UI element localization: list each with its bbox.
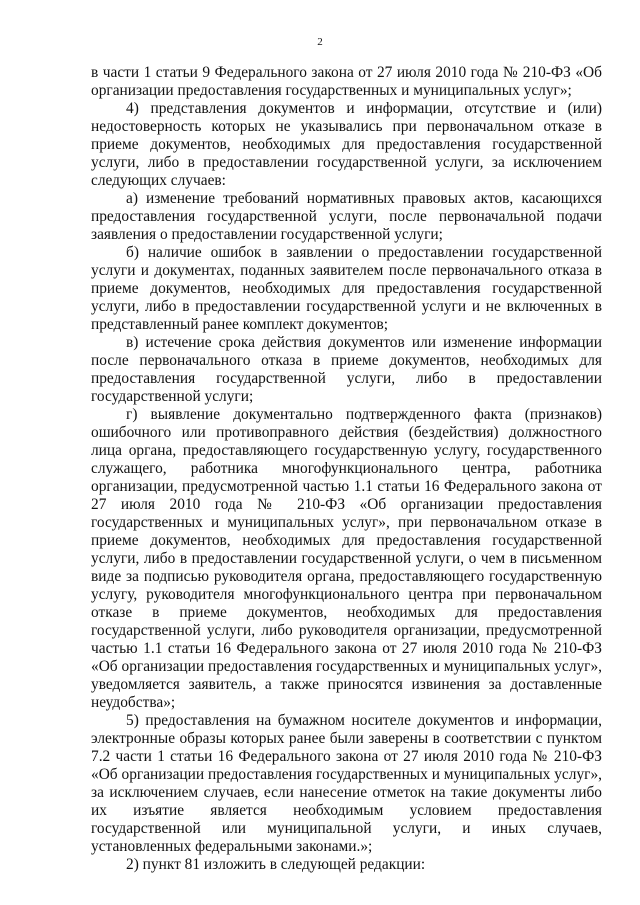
page-number: 2 <box>317 36 323 48</box>
paragraph-subitem-v: в) истечение срока действия документов или изменение информации после первоначального отказа в приеме документов, необходимых для предоставления государственной услуги, либо в предоставлении государственной услуги; <box>91 334 602 405</box>
paragraph-continuation: в части 1 статьи 9 Федерального закона от 27 июля 2010 года № 210-ФЗ «Об организации предоставления государственных и муниципальных услуг»; <box>91 64 602 99</box>
paragraph-subitem-b: б) наличие ошибок в заявлении о предоставлении государственной услуги и документах, поданных заявителем после первоначального отказа в приеме документов, необходимых для предоставления государственной услуги, либо в предоставлении государственной услуги и не включенных в представленный ранее комплект документов; <box>91 244 602 333</box>
paragraph-subitem-a: а) изменение требований нормативных правовых актов, касающихся предоставления государственной услуги, после первоначальной подачи заявления о предоставлении государственной услуги; <box>91 190 602 243</box>
paragraph-point-81: 2) пункт 81 изложить в следующей редакции: <box>126 856 426 873</box>
paragraph-item-5: 5) предоставления на бумажном носителе документов и информации, электронные образы которых ранее были заверены в соответствии с пунктом 7.2 части 1 статьи 16 Федерального закона от 27 июля 2010 года № 210-ФЗ «Об организации предоставления государственных и муниципальных услуг», за исключением случаев, если нанесение отметок на такие документы либо их изъятие является необходимым условием предоставления государственной или муниципальной услуги, и иных случаев, установленных федеральными законами.»; <box>91 712 602 855</box>
paragraph-item-4: 4) представления документов и информации, отсутствие и (или) недостоверность которых не указывались при первоначальном отказе в приеме документов, необходимых для предоставления государственной услуги, либо в предоставлении государственной услуги, за исключением следующих случаев: <box>91 100 602 189</box>
document-body <box>91 64 602 874</box>
paragraph-subitem-g: г) выявление документально подтвержденного факта (признаков) ошибочного или противоправного действия (бездействия) должностного лица органа, предоставляющего государственную услугу, государственного служащего, работника многофункционального центра, работника организации, предусмотренной частью 1.1 статьи 16 Федерального закона от 27 июля 2010 года № 210-ФЗ «Об организации предоставления государственных и муниципальных услуг», при первоначальном отказе в приеме документов, необходимых для предоставления государственной услуги, либо в предоставлении государственной услуги, о чем в письменном виде за подписью руководителя органа, предоставляющего государственную услугу, руководителя многофункционального центра при первоначальном отказе в приеме документов, необходимых для предоставления государственной услуги, либо руководителя организации, предусмотренной частью 1.1 статьи 16 Федерального закона от 27 июля 2010 года № 210-ФЗ «Об организации предоставления государственных и муниципальных услуг», уведомляется заявитель, а также приносятся извинения за доставленные неудобства»; <box>91 406 602 711</box>
